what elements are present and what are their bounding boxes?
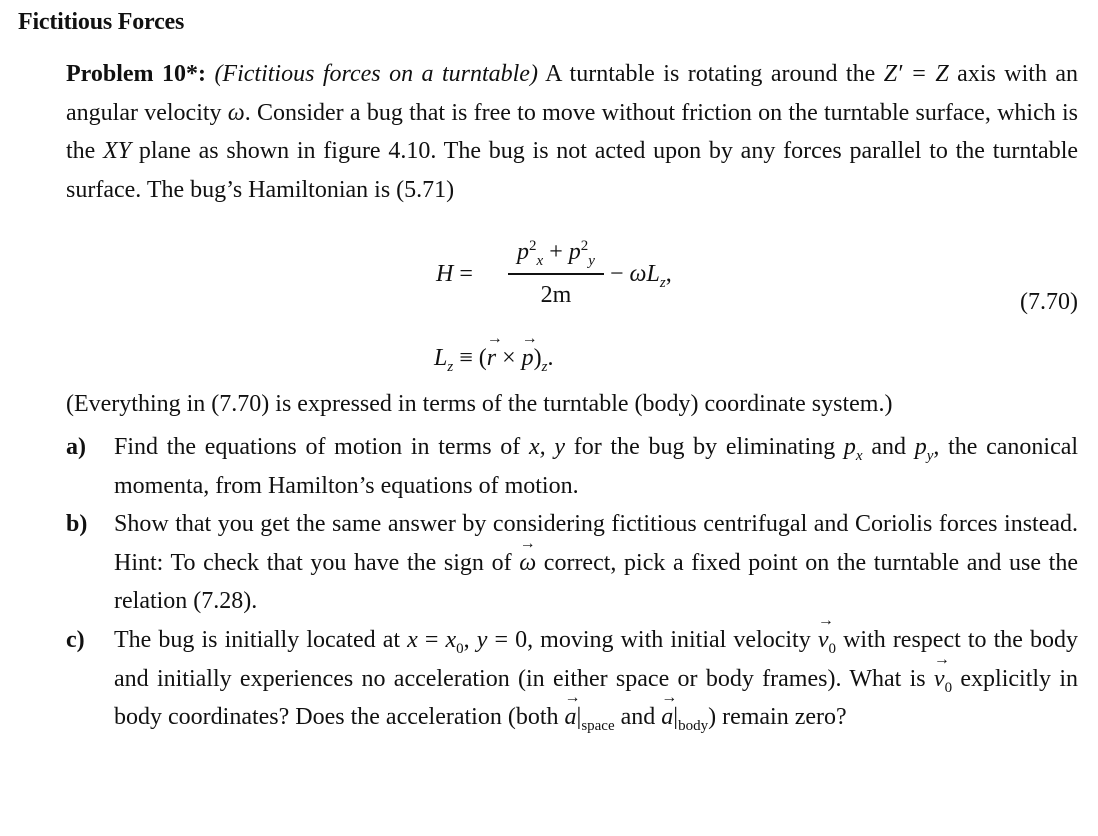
equation-rhs: − $\omega L_z$,: [610, 261, 672, 292]
part-c-text-1: The bug is initially located at: [114, 626, 401, 653]
part-a-text-2: for the bug by eliminating: [573, 433, 836, 460]
axis-equation: Z′ = Z: [883, 61, 949, 87]
part-a: a) Find the equations of motion in terms of x, y for the bug by eliminating $p_x$ and $p_y$, the canonical momenta, from Hamilton’s equations of motion.: [66, 428, 1078, 505]
fraction-bar: [508, 273, 604, 275]
part-a-text-1: Find the equations of motion in terms of: [114, 433, 521, 460]
problem-content: [66, 55, 1078, 737]
part-c: c) The bug is initially located at $x = x_0$, y = 0, moving with initial velocity $v \to_0$ with respect to the body and initially experiences no acceleration (in either space or body frames). What is $v \to_0$ explicitly in body coordinates? Does the acceleration (both $a \to|_{space}$ and $a \to|_{body}$) remain zero?: [66, 621, 1078, 737]
section-title: Fictitious Forces: [18, 9, 185, 35]
equation-number: (7.70): [1020, 289, 1078, 316]
part-a-vars: x, y: [529, 433, 566, 460]
part-a-text-4: , the canonical momenta, from Hamilton’s equations of motion.: [114, 433, 1079, 499]
part-c-text-4: explicitly in body coordinates? Does the acceleration (both: [114, 665, 1079, 731]
part-b: [66, 505, 1078, 621]
part-b-text-2: correct, pick a fixed point on the turntable and use the relation (7.28).: [114, 549, 1078, 615]
hamiltonian-equation: [436, 233, 836, 313]
omega-symbol: ω: [227, 99, 245, 126]
part-c-text-2: , moving with initial velocity: [527, 626, 811, 653]
part-b-label: b): [66, 511, 88, 538]
part-c-text-6: ) remain zero?: [708, 704, 847, 731]
velocity-vector: v →: [818, 621, 829, 660]
omega-vector: ω →: [519, 544, 536, 583]
fraction-denominator: 2m: [540, 282, 572, 309]
angular-momentum-equation: $L_z \equiv (r$ → × $p \to)_z$.: [434, 339, 553, 378]
space-subscript: space: [581, 717, 615, 734]
intro-text-2: axis with an angular velocity: [66, 61, 1079, 126]
fraction-numerator: $p^2_x + p^2_y$: [517, 238, 595, 270]
acceleration-vector-body: a →: [661, 698, 673, 737]
problem-label: Problem 10*:: [66, 61, 206, 87]
body-subscript: body: [678, 717, 709, 734]
intro-text-3: . Consider a bug that is free to move without friction on the turntable surface, which is the: [66, 99, 1078, 165]
part-b-text-1: Show that you get the same answer by considering fictitious centrifugal and Coriolis forces instead. Hint: To check that you have the sign of: [114, 511, 1078, 576]
plane-label: XY: [103, 138, 132, 165]
problem-intro: [66, 55, 1078, 209]
velocity-vector-2: v →: [934, 660, 945, 699]
part-a-label: a): [66, 433, 86, 460]
part-a-text-3: and: [871, 433, 906, 460]
part-c-text-3: with respect to the body and initially experiences no acceleration (in either space or body frames). What is: [114, 626, 1079, 692]
intro-text-1: A turntable is rotating around the: [545, 61, 876, 87]
problem-parts: [66, 428, 1078, 737]
problem-subtitle: (Fictitious forces on a turntable): [214, 61, 538, 87]
equation-fraction: [508, 233, 604, 311]
equation-block: [66, 225, 1078, 385]
coordinate-note: (Everything in (7.70) is expressed in terms of the turntable (body) coordinate system.): [66, 391, 893, 418]
part-c-label: c): [66, 626, 85, 653]
equation-lhs: H =: [436, 261, 473, 288]
acceleration-vector-space: a →: [565, 698, 577, 737]
intro-text-4: plane as shown in figure 4.10. The bug is not acted upon by any forces parallel to the turntable surface. The bug’s Hamiltonian is (5.71): [66, 138, 1079, 203]
part-c-text-5: and: [620, 704, 656, 731]
